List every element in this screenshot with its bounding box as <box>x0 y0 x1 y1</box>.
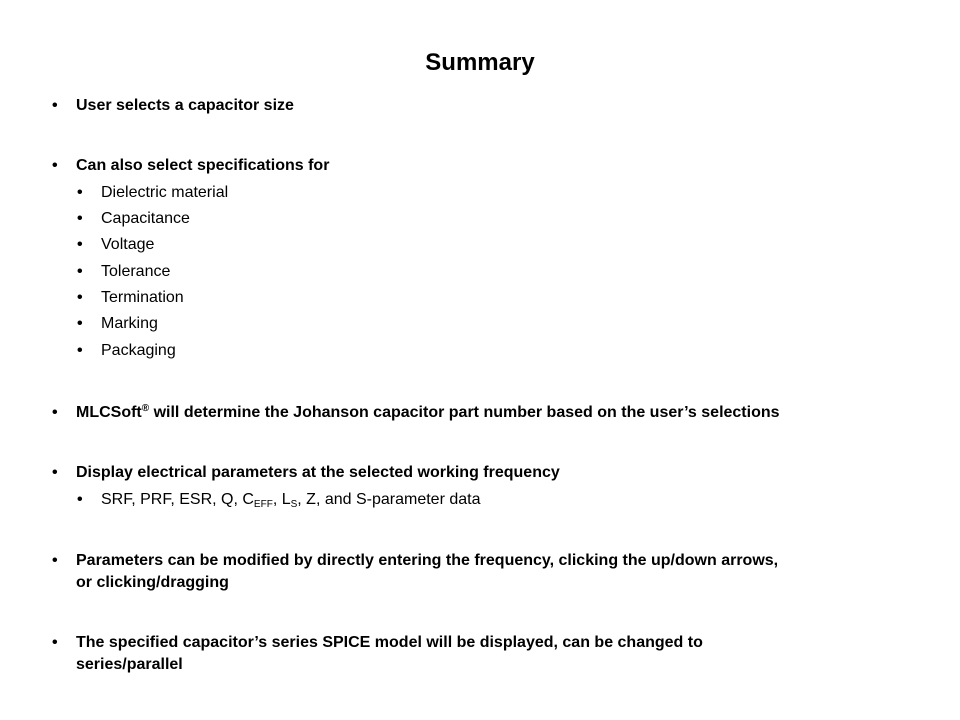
bullet-text: Dielectric material <box>101 184 229 201</box>
bullet-select-specs <box>52 155 906 177</box>
bullet-text-line1: The specified capacitor’s series SPICE model will be displayed, can be changed to <box>76 634 703 651</box>
bullet-text-line1: Parameters can be modified by directly entering the frequency, clicking the up/down arrows, <box>76 552 779 569</box>
ceff-subscript: EFF <box>253 499 273 510</box>
registered-mark: ® <box>141 403 150 414</box>
bullet-dot: • <box>77 236 83 253</box>
bullet-text: Marking <box>101 315 158 332</box>
bullet-text: Tolerance <box>101 263 171 280</box>
bullet-dot: • <box>52 97 58 114</box>
bullet-text-line2: or clicking/dragging <box>76 574 229 591</box>
sub-bullet-capacitance <box>77 208 901 230</box>
ls-subscript: S <box>290 499 298 510</box>
bullet-text: Display electrical parameters at the selected working frequency <box>76 464 560 481</box>
sub-bullet-parameter-list <box>77 489 901 511</box>
sub-bullet-voltage <box>77 234 901 256</box>
bullet-text: Voltage <box>101 236 155 253</box>
sub-bullet-dielectric <box>77 182 901 204</box>
bullet-dot: • <box>77 342 83 359</box>
bullet-display-parameters <box>52 462 906 484</box>
bullet-dot: • <box>77 210 83 227</box>
bullet-dot: • <box>77 315 83 332</box>
bullet-text: Can also select specifications for <box>76 157 330 174</box>
bullet-dot: • <box>52 157 58 174</box>
params-text-a: SRF, PRF, ESR, Q, C <box>101 491 254 508</box>
bullet-text: Capacitance <box>101 210 190 227</box>
params-text-b: , L <box>272 491 291 508</box>
bullet-text-line2: series/parallel <box>76 656 183 673</box>
sub-bullet-packaging <box>77 340 901 362</box>
bullet-modify-parameters <box>52 550 906 594</box>
bullet-dot: • <box>52 464 58 481</box>
bullet-dot: • <box>52 552 58 569</box>
bullet-dot: • <box>77 184 83 201</box>
bullet-select-size <box>52 95 906 117</box>
sub-bullet-marking <box>77 313 901 335</box>
bullet-mlcsoft <box>52 402 906 424</box>
bullet-spice-model <box>52 632 906 676</box>
bullet-text: User selects a capacitor size <box>76 97 294 114</box>
bullet-text: Packaging <box>101 342 176 359</box>
slide-title: Summary <box>425 49 535 76</box>
sub-bullet-tolerance <box>77 261 901 283</box>
mlcsoft-description: will determine the Johanson capacitor part number based on the user’s selections <box>149 404 780 421</box>
sub-bullet-termination <box>77 287 901 309</box>
bullet-text: Termination <box>101 289 184 306</box>
product-name: MLCSoft <box>76 404 142 421</box>
bullet-dot: • <box>52 404 58 421</box>
bullet-dot: • <box>77 491 83 508</box>
bullet-dot: • <box>77 289 83 306</box>
bullet-dot: • <box>52 634 58 651</box>
bullet-dot: • <box>77 263 83 280</box>
bullet-text <box>101 491 480 508</box>
params-text-c: , Z, and S-parameter data <box>297 491 481 508</box>
bullet-text <box>76 404 780 421</box>
